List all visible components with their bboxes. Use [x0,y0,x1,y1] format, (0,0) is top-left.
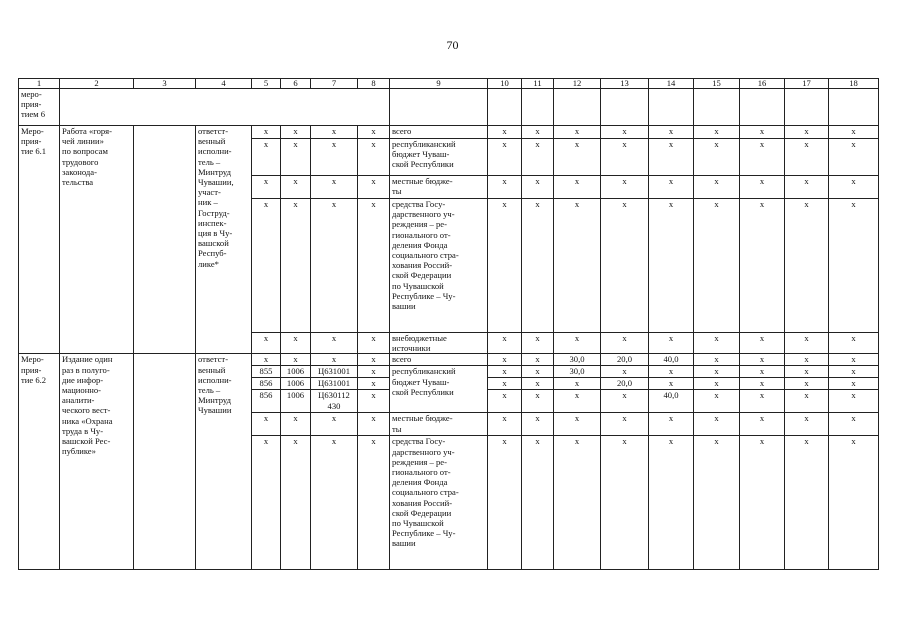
value-cell: х [522,199,554,333]
event-label: Меро- прия- тие 6.1 [19,126,60,354]
value-cell: х [785,378,829,390]
responsible-executor: ответст- венный исполни- тель – Минтруд Чувашии [196,354,252,570]
value-cell: х [649,126,694,139]
value-cell: х [694,139,740,176]
code-cell: 1006 [281,390,311,413]
header-row [19,79,879,89]
value-cell: х [829,378,879,390]
code-cell: х [358,413,390,436]
value-cell: х [522,333,554,354]
value-cell: х [554,126,601,139]
code-cell: Ц630112 430 [311,390,358,413]
funding-source: всего [390,354,488,366]
continuation-row [19,89,879,126]
value-cell: 40,0 [649,390,694,413]
code-cell: 856 [252,378,281,390]
event-label: Меро- прия- тие 6.2 [19,354,60,570]
value-cell: х [740,436,785,570]
funding-source: всего [390,126,488,139]
budget-table [18,78,879,570]
value-cell: 30,0 [554,366,601,378]
empty-cell [134,126,196,354]
code-cell: х [252,199,281,333]
value-cell: х [522,126,554,139]
value-cell: х [829,333,879,354]
value-cell: х [740,413,785,436]
value-cell: х [488,413,522,436]
value-cell: х [488,176,522,199]
value-cell: х [522,354,554,366]
code-cell: х [252,333,281,354]
empty-cell [649,89,694,126]
code-cell: х [358,139,390,176]
value-cell: х [694,413,740,436]
code-cell: х [281,139,311,176]
event-label: меро- прия- тием 6 [19,89,60,126]
value-cell: х [488,139,522,176]
value-cell: х [601,176,649,199]
value-cell: х [740,199,785,333]
value-cell: х [554,378,601,390]
value-cell: х [785,390,829,413]
value-cell: х [601,139,649,176]
value-cell: х [829,366,879,378]
code-cell: х [252,436,281,570]
code-cell: х [281,199,311,333]
value-cell: х [554,176,601,199]
funding-source: местные бюдже- ты [390,413,488,436]
funding-source: местные бюдже- ты [390,176,488,199]
value-cell: х [554,333,601,354]
empty-cell [134,354,196,570]
code-cell: 1006 [281,378,311,390]
code-cell: х [281,333,311,354]
value-cell: х [694,378,740,390]
code-cell: х [252,413,281,436]
value-cell: х [522,436,554,570]
value-cell: х [740,366,785,378]
code-cell: х [358,390,390,413]
value-cell: х [829,126,879,139]
code-cell: х [311,126,358,139]
column-number-cell: 4 [196,79,252,89]
column-number-cell: 15 [694,79,740,89]
value-cell: х [522,366,554,378]
empty-cell [785,89,829,126]
value-cell: х [694,354,740,366]
value-cell: х [829,139,879,176]
code-cell: х [311,413,358,436]
value-cell: х [554,390,601,413]
code-cell: х [281,413,311,436]
code-cell: х [358,333,390,354]
value-cell: х [785,333,829,354]
funding-source: республиканский бюджет Чуваш- ской Республики [390,366,488,413]
value-cell: х [488,378,522,390]
value-cell: х [649,436,694,570]
value-cell: х [740,139,785,176]
value-cell: х [601,413,649,436]
value-cell: х [740,390,785,413]
value-cell: х [649,176,694,199]
value-cell: х [785,436,829,570]
code-cell: х [358,126,390,139]
column-number-cell: 17 [785,79,829,89]
value-cell: х [522,390,554,413]
value-cell: х [740,176,785,199]
value-cell: 30,0 [554,354,601,366]
code-cell: х [281,126,311,139]
event-name: Работа «горя- чей линии» по вопросам трудового законода- тельства [60,126,134,354]
value-cell: х [601,126,649,139]
code-cell: х [358,436,390,570]
value-cell: х [694,333,740,354]
code-cell: х [358,176,390,199]
value-cell: х [785,413,829,436]
code-cell: х [311,333,358,354]
value-cell: х [829,354,879,366]
funding-source: средства Госу- дарственного уч- реждения – ре- гионального от- деления Фонда социального стра- хования Россий- ской Федерации по Чувашской Республике – Чу- вашии [390,436,488,570]
code-cell: 855 [252,366,281,378]
value-cell: х [829,413,879,436]
value-cell: х [554,199,601,333]
empty-cell [554,89,601,126]
column-number-cell: 7 [311,79,358,89]
value-cell: х [522,139,554,176]
value-cell: х [488,436,522,570]
code-cell: х [311,139,358,176]
code-cell: х [311,436,358,570]
value-cell: х [554,413,601,436]
empty-cell [740,89,785,126]
funding-source: внебюджетные источники [390,333,488,354]
value-cell: х [649,366,694,378]
value-cell: х [694,176,740,199]
empty-cell [488,89,522,126]
column-number-cell: 18 [829,79,879,89]
event-6-1-row [19,126,879,139]
code-cell: х [311,199,358,333]
value-cell: х [785,354,829,366]
value-cell: х [740,126,785,139]
empty-cell [522,89,554,126]
column-number-cell: 1 [19,79,60,89]
value-cell: х [601,390,649,413]
value-cell: х [740,378,785,390]
value-cell: х [829,390,879,413]
value-cell: х [488,354,522,366]
value-cell: х [694,199,740,333]
column-number-cell: 6 [281,79,311,89]
value-cell: х [522,413,554,436]
value-cell: х [785,176,829,199]
value-cell: х [829,199,879,333]
column-number-cell: 2 [60,79,134,89]
funding-source: республиканский бюджет Чуваш- ской Республики [390,139,488,176]
code-cell: х [358,366,390,378]
value-cell: 40,0 [649,354,694,366]
code-cell: Ц631001 [311,366,358,378]
value-cell: х [785,139,829,176]
event-name: Издание один раз в полуго- дие инфор- мационно- аналити- ческого вест- ника «Охрана труда в Чу- вашской Рес- публике» [60,354,134,570]
value-cell: х [694,436,740,570]
code-cell: х [358,354,390,366]
value-cell: х [694,126,740,139]
column-number-cell: 12 [554,79,601,89]
value-cell: х [488,390,522,413]
code-cell: 1006 [281,366,311,378]
empty-cell [60,89,390,126]
value-cell: х [488,366,522,378]
event-6-2-row [19,354,879,366]
empty-cell [390,89,488,126]
value-cell: х [601,199,649,333]
value-cell: х [554,139,601,176]
value-cell: 20,0 [601,354,649,366]
value-cell: х [740,354,785,366]
value-cell: х [522,378,554,390]
column-number-cell: 9 [390,79,488,89]
code-cell: х [281,436,311,570]
value-cell: 20,0 [601,378,649,390]
value-cell: х [829,436,879,570]
code-cell: Ц631001 [311,378,358,390]
column-number-cell: 11 [522,79,554,89]
code-cell: х [281,354,311,366]
column-number-cell: 3 [134,79,196,89]
code-cell: х [252,354,281,366]
value-cell: х [649,199,694,333]
funding-source: средства Госу- дарственного уч- реждения – ре- гионального от- деления Фонда социального стра- хования Россий- ской Федерации по Чувашской Республике – Чу- вашии [390,199,488,333]
page-number: 70 [446,38,459,52]
code-cell: 856 [252,390,281,413]
value-cell: х [488,333,522,354]
responsible-executor: ответст- венный исполни- тель – Минтруд Чувашии, участ- ник – Гоструд- инспек- ция в Чу- вашской Респуб- лике* [196,126,252,354]
code-cell: х [252,126,281,139]
code-cell: х [358,378,390,390]
value-cell: х [785,199,829,333]
column-number-cell: 10 [488,79,522,89]
value-cell: х [601,366,649,378]
value-cell: х [649,139,694,176]
value-cell: х [694,366,740,378]
value-cell: х [488,199,522,333]
column-number-cell: 13 [601,79,649,89]
code-cell: х [252,139,281,176]
value-cell: х [785,126,829,139]
column-number-cell: 5 [252,79,281,89]
code-cell: х [311,354,358,366]
value-cell: х [488,126,522,139]
empty-cell [829,89,879,126]
value-cell: х [522,176,554,199]
value-cell: х [785,366,829,378]
value-cell: х [554,436,601,570]
value-cell: х [601,333,649,354]
empty-cell [601,89,649,126]
column-number-cell: 16 [740,79,785,89]
value-cell: х [649,378,694,390]
code-cell: х [358,199,390,333]
code-cell: х [281,176,311,199]
column-number-cell: 14 [649,79,694,89]
value-cell: х [740,333,785,354]
value-cell: х [829,176,879,199]
code-cell: х [252,176,281,199]
value-cell: х [694,390,740,413]
code-cell: х [311,176,358,199]
value-cell: х [649,333,694,354]
value-cell: х [601,436,649,570]
column-number-cell: 8 [358,79,390,89]
empty-cell [694,89,740,126]
value-cell: х [649,413,694,436]
